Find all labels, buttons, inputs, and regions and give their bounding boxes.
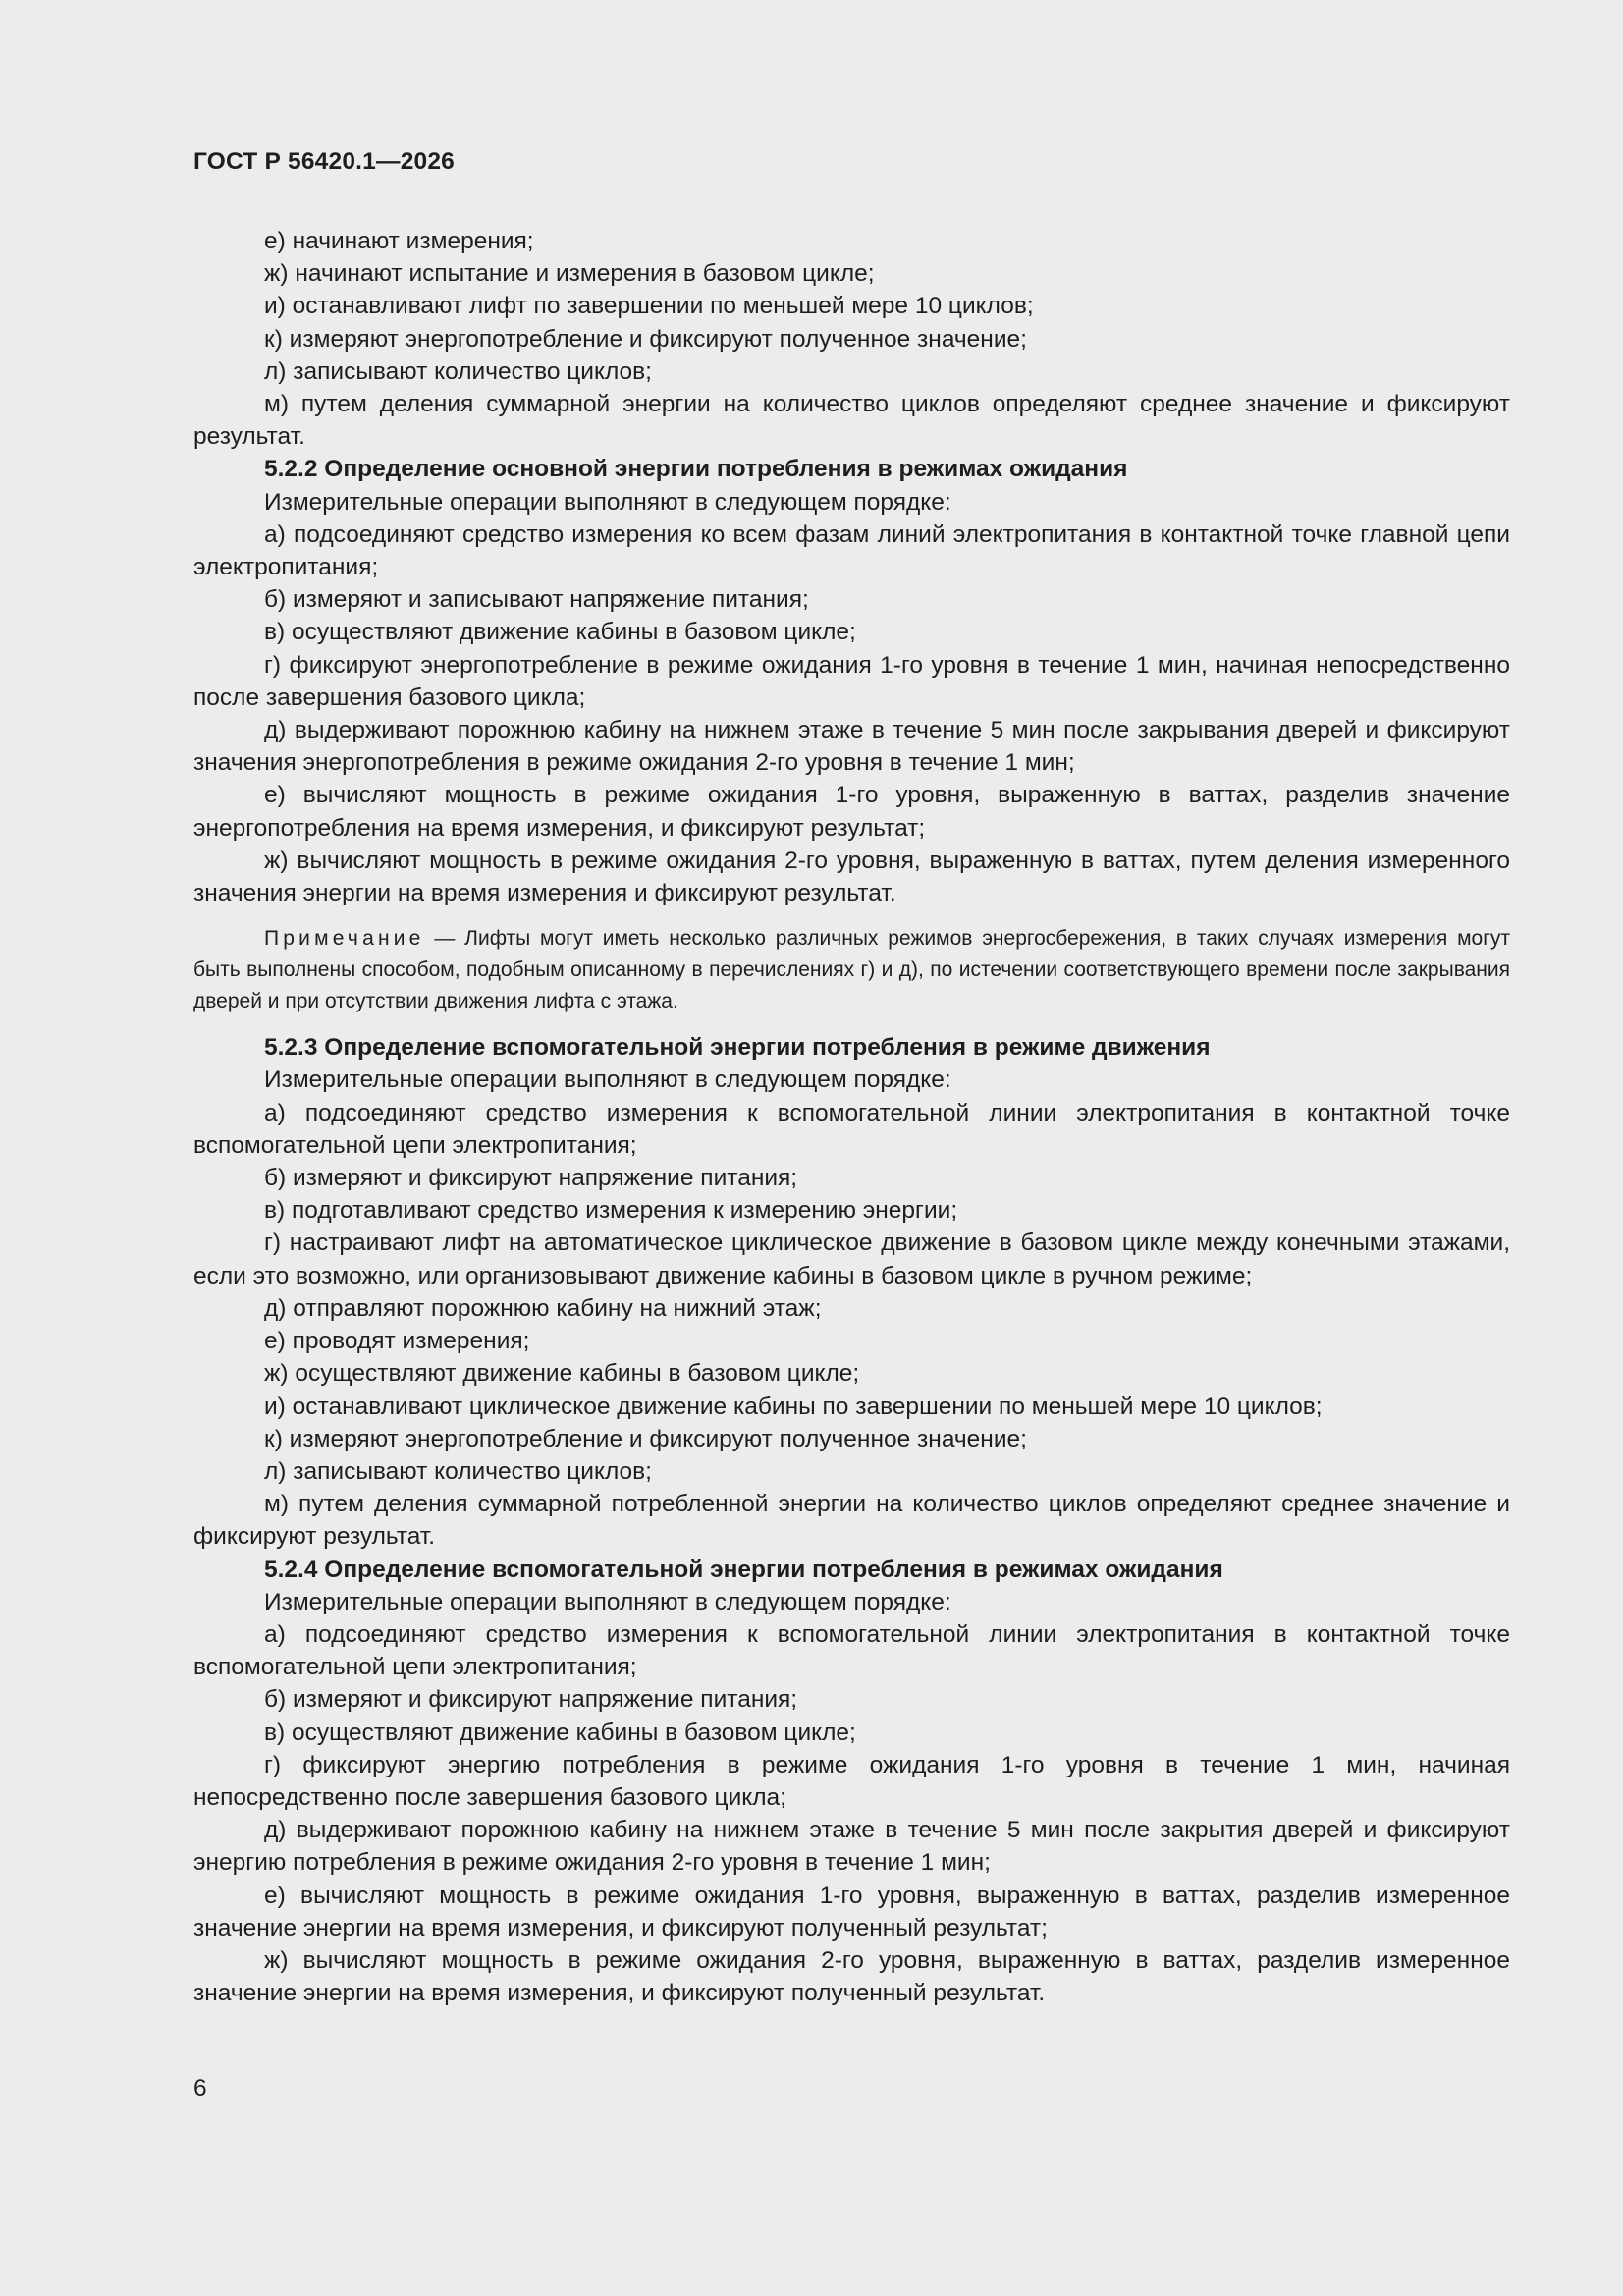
list-item: м) путем деления суммарной потребленной энергии на количество циклов определяют среднее значение и фиксируют результат. [193,1491,1510,1551]
list-item: г) фиксируют энергопотребление в режиме ожидания 1-го уровня в течение 1 мин, начиная непосредственно после завершения базового цикла; [193,651,1510,711]
list-item: е) вычисляют мощность в режиме ожидания 1-го уровня, выраженную в ваттах, разделив измеренное значение энергии на время измерения, и фиксируют полученный результат; [193,1882,1510,1941]
list-item: в) осуществляют движение кабины в базовом цикле; [264,1719,856,1746]
section-heading-5-2-2: 5.2.2 Определение основной энергии потребления в режимах ожидания [264,456,1128,483]
list-item: е) начинают измерения; [264,228,534,254]
list-item: е) проводят измерения; [264,1328,530,1355]
list-item: б) измеряют и фиксируют напряжение питания; [264,1165,798,1192]
note-label: Примечание [264,927,425,951]
note [193,923,1510,1017]
section-heading-5-2-4: 5.2.4 Определение вспомогательной энергии потребления в режимах ожидания [264,1556,1223,1583]
list-item: ж) вычисляют мощность в режиме ожидания 2-го уровня, выраженную в ваттах, путем деления измеренного значения энергии на время измерения и фиксируют результат. [193,847,1510,907]
section-intro: Измерительные операции выполняют в следующем порядке: [264,1588,951,1615]
list-item: а) подсоединяют средство измерения к вспомогательной линии электропитания в контактной точке вспомогательной цепи электропитания; [193,1099,1510,1159]
list-item: д) отправляют порожнюю кабину на нижний этаж; [264,1294,822,1322]
list-item: а) подсоединяют средство измерения ко всем фазам линий электропитания в контактной точке главной цепи электропитания; [193,520,1510,581]
list-item: д) выдерживают порожнюю кабину на нижнем этаже в течение 5 мин после закрывания дверей и фиксируют значения энергопотребления в режиме ожидания 2-го уровня в течение 1 мин; [193,717,1510,777]
list-item: в) подготавливают средство измерения к измерению энергии; [264,1197,958,1225]
list-item: б) измеряют и фиксируют напряжение питания; [264,1686,798,1714]
section-intro: Измерительные операции выполняют в следующем порядке: [264,488,951,516]
list-item: б) измеряют и записывают напряжение питания; [264,586,809,614]
list-item: л) записывают количество циклов; [264,357,652,385]
list-item: а) подсоединяют средство измерения к вспомогательной линии электропитания в контактной точке вспомогательной цепи электропитания; [193,1620,1510,1681]
page-number: 6 [193,2075,207,2102]
list-item: к) измеряют энергопотребление и фиксируют полученное значение; [264,1425,1027,1452]
section-heading-5-2-3: 5.2.3 Определение вспомогательной энергии потребления в режиме движения [264,1034,1211,1062]
list-item: и) останавливают лифт по завершении по меньшей мере 10 циклов; [264,293,1034,320]
list-item: е) вычисляют мощность в режиме ожидания 1-го уровня, выраженную в ваттах, разделив значение энергопотребления на время измерения, и фиксируют результат; [193,782,1510,842]
list-item: л) записывают количество циклов; [264,1457,652,1485]
list-item: в) осуществляют движение кабины в базовом цикле; [264,619,856,646]
list-item: г) фиксируют энергию потребления в режиме ожидания 1-го уровня в течение 1 мин, начиная непосредственно после завершения базового цикла; [193,1751,1510,1811]
list-item: м) путем деления суммарной энергии на количество циклов определяют среднее значение и фиксируют результат. [193,391,1510,451]
list-item: ж) осуществляют движение кабины в базовом цикле; [264,1360,860,1388]
list-item: к) измеряют энергопотребление и фиксируют полученное значение; [264,325,1027,353]
list-item: д) выдерживают порожнюю кабину на нижнем этаже в течение 5 мин после закрытия дверей и фиксируют энергию потребления в режиме ожидания 2-го уровня в течение 1 мин; [193,1817,1510,1877]
list-item: ж) вычисляют мощность в режиме ожидания 2-го уровня, выраженную в ваттах, разделив измеренное значение энергии на время измерения, и фиксируют полученный результат. [193,1946,1510,2007]
section-intro: Измерительные операции выполняют в следующем порядке: [264,1066,951,1094]
list-item: г) настраивают лифт на автоматическое циклическое движение в базовом цикле между конечными этажами, если это возможно, или организовывают движение кабины в базовом цикле в ручном режиме; [193,1230,1510,1289]
document-body [193,225,1510,2009]
list-item: и) останавливают циклическое движение кабины по завершении по меньшей мере 10 циклов; [264,1393,1323,1420]
list-item: ж) начинают испытание и измерения в базовом цикле; [264,260,875,288]
note-text: — Лифты могут иметь несколько различных режимов энергосбережения, в таких случаях измерения могут быть выполнены способом, подобным описанному в перечислениях г) и д), по истечении соответствующего времени после закрывания дверей и при отсутствии движения лифта с этажа. [193,927,1510,1013]
document-header: ГОСТ Р 56420.1—2026 [193,148,455,175]
